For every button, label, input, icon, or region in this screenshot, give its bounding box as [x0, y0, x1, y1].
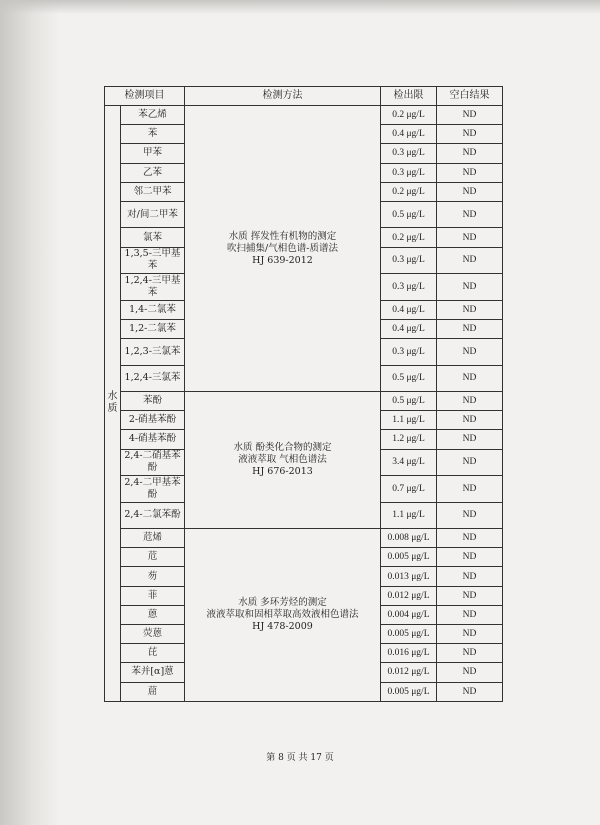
- blank-result: ND: [437, 201, 503, 228]
- blank-result: ND: [437, 644, 503, 663]
- blank-result: ND: [437, 476, 503, 503]
- item-name: 1,3,5-三甲基苯: [121, 247, 185, 274]
- item-name: 菲: [121, 586, 185, 605]
- item-name: 1,2,4-三氯苯: [121, 365, 185, 392]
- category-cell: [105, 106, 121, 702]
- page-footer: 第 8 页 共 17 页: [266, 753, 334, 763]
- item-name: 䓛: [121, 682, 185, 701]
- blank-result: ND: [437, 586, 503, 605]
- detection-limit: 0.5 μg/L: [381, 365, 437, 392]
- blank-result: ND: [437, 106, 503, 125]
- detection-limit: 0.004 μg/L: [381, 605, 437, 624]
- blank-result: ND: [437, 247, 503, 274]
- detection-limit: 1.1 μg/L: [381, 411, 437, 430]
- detection-limit: 0.2 μg/L: [381, 182, 437, 201]
- detection-limit: 0.005 μg/L: [381, 682, 437, 701]
- item-name: 芘: [121, 644, 185, 663]
- detection-limit: 0.3 μg/L: [381, 247, 437, 274]
- blank-result: ND: [437, 430, 503, 449]
- item-name: 邻二甲苯: [121, 182, 185, 201]
- item-name: 苯酚: [121, 392, 185, 411]
- table-row: [105, 392, 503, 411]
- detection-limit: 0.012 μg/L: [381, 663, 437, 682]
- blank-result: ND: [437, 228, 503, 247]
- detection-limit: 3.4 μg/L: [381, 449, 437, 476]
- method-line: 吹扫捕集/气相色谱-质谱法: [227, 242, 338, 254]
- item-name: 苯: [121, 125, 185, 144]
- detection-limit: 0.2 μg/L: [381, 106, 437, 125]
- blank-result: ND: [437, 529, 503, 548]
- detection-limit: 0.012 μg/L: [381, 586, 437, 605]
- header-limit: 检出限: [381, 87, 437, 106]
- method-line: HJ 639-2012: [252, 254, 313, 266]
- blank-result: ND: [437, 625, 503, 644]
- method-line: 水质 挥发性有机物的测定: [228, 230, 337, 242]
- item-name: 荧蒽: [121, 625, 185, 644]
- table-row: [105, 529, 503, 548]
- category-char: 水: [107, 391, 118, 403]
- blank-result: ND: [437, 319, 503, 338]
- blank-result: ND: [437, 163, 503, 182]
- blank-result: ND: [437, 605, 503, 624]
- item-name: 芴: [121, 567, 185, 586]
- item-name: 4-硝基苯酚: [121, 430, 185, 449]
- item-name: 苯并[α]蒽: [121, 663, 185, 682]
- detection-limit: 0.2 μg/L: [381, 228, 437, 247]
- blank-result: ND: [437, 663, 503, 682]
- blank-result: ND: [437, 682, 503, 701]
- detection-limit: 0.005 μg/L: [381, 625, 437, 644]
- blank-result: ND: [437, 411, 503, 430]
- detection-limit: 0.008 μg/L: [381, 529, 437, 548]
- detection-limit: 0.016 μg/L: [381, 644, 437, 663]
- detection-limit: 0.7 μg/L: [381, 476, 437, 503]
- blank-result: ND: [437, 125, 503, 144]
- item-name: 1,2-二氯苯: [121, 319, 185, 338]
- item-name: 苊烯: [121, 529, 185, 548]
- header-method: 检测方法: [185, 87, 381, 106]
- method-line: 液液萃取 气相色谱法: [238, 454, 327, 466]
- method-line: 液液萃取和固相萃取高效液相色谱法: [206, 608, 359, 620]
- scan-shadow-left: [0, 0, 60, 825]
- item-name: 2,4-二硝基苯酚: [121, 449, 185, 476]
- blank-result: ND: [437, 300, 503, 319]
- detection-limit: 0.3 μg/L: [381, 163, 437, 182]
- blank-result: ND: [437, 548, 503, 567]
- item-name: 苊: [121, 548, 185, 567]
- blank-result: ND: [437, 339, 503, 366]
- method-cell: [185, 529, 381, 702]
- item-name: 氯苯: [121, 228, 185, 247]
- scan-shadow-top: [0, 0, 600, 14]
- item-name: 2,4-二甲基苯酚: [121, 476, 185, 503]
- item-name: 1,2,4-三甲基苯: [121, 274, 185, 301]
- item-name: 乙苯: [121, 163, 185, 182]
- method-line: 水质 多环芳烃的测定: [238, 596, 327, 608]
- blank-result: ND: [437, 144, 503, 163]
- category-char: 质: [107, 403, 118, 415]
- method-line: HJ 676-2013: [252, 466, 313, 478]
- item-name: 甲苯: [121, 144, 185, 163]
- detection-limit: 1.2 μg/L: [381, 430, 437, 449]
- detection-limit: 0.3 μg/L: [381, 144, 437, 163]
- detection-limit: 1.1 μg/L: [381, 502, 437, 529]
- method-cell: [185, 106, 381, 392]
- blank-result: ND: [437, 182, 503, 201]
- method-cell: [185, 392, 381, 529]
- detection-limit: 0.5 μg/L: [381, 392, 437, 411]
- item-name: 2,4-二氯苯酚: [121, 502, 185, 529]
- detection-limit: 0.4 μg/L: [381, 319, 437, 338]
- blank-result: ND: [437, 567, 503, 586]
- table-body: [105, 106, 503, 702]
- blank-result: ND: [437, 502, 503, 529]
- table-row: [105, 106, 503, 125]
- detection-limit: 0.013 μg/L: [381, 567, 437, 586]
- item-name: 苯乙烯: [121, 106, 185, 125]
- method-line: 水质 酚类化合物的测定: [233, 442, 332, 454]
- item-name: 1,4-二氯苯: [121, 300, 185, 319]
- blank-result: ND: [437, 449, 503, 476]
- blank-result: ND: [437, 392, 503, 411]
- header-blank: 空白结果: [437, 87, 503, 106]
- item-name: 蒽: [121, 605, 185, 624]
- detection-limit: 0.4 μg/L: [381, 125, 437, 144]
- item-name: 对/间二甲苯: [121, 201, 185, 228]
- detection-limit: 0.3 μg/L: [381, 274, 437, 301]
- blank-result: ND: [437, 274, 503, 301]
- method-line: HJ 478-2009: [252, 620, 313, 632]
- blank-result: ND: [437, 365, 503, 392]
- detection-limit: 0.005 μg/L: [381, 548, 437, 567]
- detection-limit: 0.3 μg/L: [381, 339, 437, 366]
- item-name: 2-硝基苯酚: [121, 411, 185, 430]
- detection-table: [104, 86, 503, 702]
- item-name: 1,2,3-三氯苯: [121, 339, 185, 366]
- detection-limit: 0.5 μg/L: [381, 201, 437, 228]
- header-item: 检测项目: [105, 87, 185, 106]
- detection-limit: 0.4 μg/L: [381, 300, 437, 319]
- header-row: [105, 87, 503, 106]
